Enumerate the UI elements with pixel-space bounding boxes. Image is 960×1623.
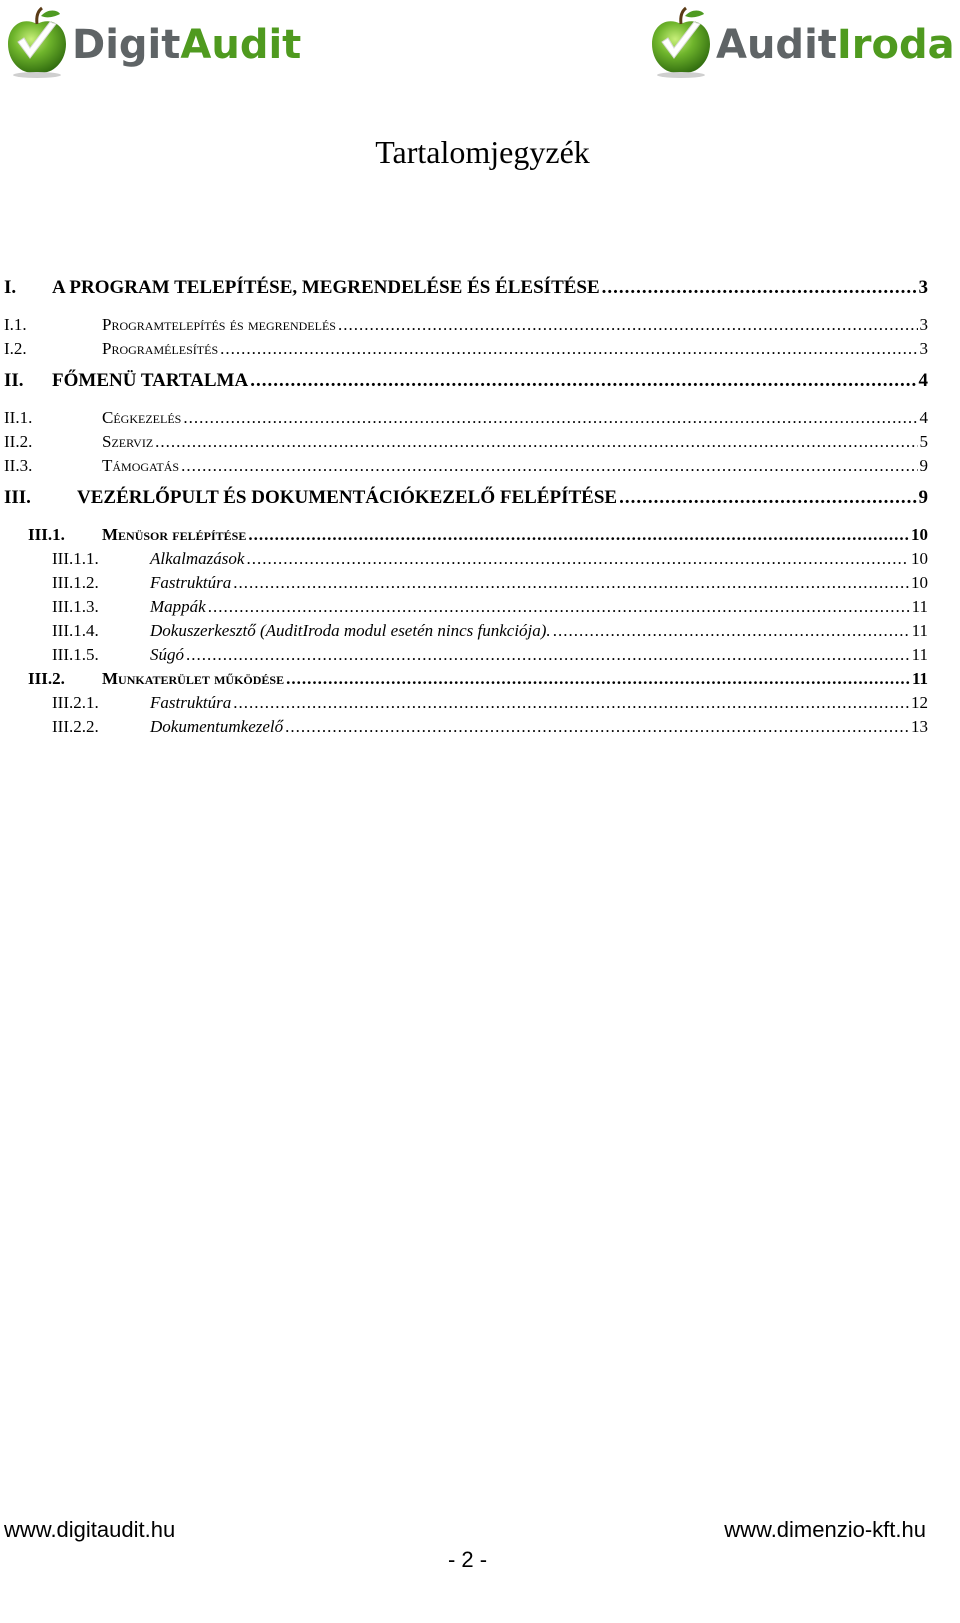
digitaudit-logo — [4, 4, 301, 80]
page-number: - 2 - — [447, 1547, 488, 1572]
toc-entry-number: III.1.3. — [52, 597, 99, 616]
dot-leader — [220, 339, 917, 359]
toc-entry-number: III.2.2. — [52, 717, 99, 736]
toc-entry[interactable] — [52, 693, 928, 713]
toc-entry[interactable] — [4, 370, 928, 392]
toc-entry[interactable] — [4, 277, 928, 299]
toc-entry[interactable] — [28, 669, 928, 689]
digitaudit-wordmark — [72, 22, 302, 68]
dot-leader — [183, 408, 917, 428]
dot-leader — [233, 693, 909, 713]
toc-entry-title: Programtelepítés és megrendelés — [102, 315, 336, 334]
toc-entry-number: II.3. — [4, 456, 33, 475]
dot-leader — [233, 573, 909, 593]
toc-entry-page: 9 — [918, 487, 928, 508]
toc-entry[interactable] — [52, 597, 928, 617]
toc-entry[interactable] — [4, 315, 928, 335]
toc-entry-page: 13 — [911, 717, 928, 736]
toc-entry-title: Dokuszerkesztő (AuditIroda modul esetén nincs funkciója). — [150, 621, 551, 640]
toc-entry-number: II.1. — [4, 408, 33, 427]
toc-entry-page: 10 — [911, 525, 928, 544]
toc-entry-number: I.2. — [4, 339, 27, 358]
page-title: Tartalomjegyzék — [375, 134, 590, 170]
logo-text-part: Audit — [716, 22, 837, 68]
toc-entry-number: II. — [4, 370, 24, 391]
toc-entry-title: Súgó — [150, 645, 184, 664]
toc-entry-title: Programélesítés — [102, 339, 219, 358]
toc-entry-page: 10 — [911, 573, 928, 592]
toc-entry-page: 11 — [911, 621, 928, 640]
toc-entry-title: Alkalmazások — [150, 549, 245, 568]
toc-entry-page: 4 — [919, 408, 928, 427]
toc-entry-title: Menüsor felépítése — [102, 525, 247, 544]
toc-entry-title: Fastruktúra — [150, 693, 232, 712]
logo-text-part: Iroda — [836, 22, 955, 68]
dot-leader — [286, 669, 910, 689]
toc-entry-number: III.2. — [28, 669, 65, 688]
toc-entry-number: III.1.4. — [52, 621, 99, 640]
dot-leader — [553, 621, 910, 641]
footer-link-digitaudit[interactable]: www.digitaudit.hu — [4, 1517, 176, 1542]
toc-entry-page: 3 — [919, 315, 928, 334]
dot-leader — [208, 597, 910, 617]
toc-entry[interactable] — [4, 487, 928, 509]
toc-entry[interactable] — [4, 456, 928, 476]
toc-entry-title: Mappák — [150, 597, 206, 616]
toc-entry-number: III.1.2. — [52, 573, 99, 592]
toc-entry[interactable] — [52, 573, 928, 593]
dot-leader — [338, 315, 918, 335]
auditiroda-logo — [648, 4, 955, 80]
dot-leader — [155, 432, 917, 452]
toc-entry-page: 10 — [911, 549, 928, 568]
toc-entry-title: Támogatás — [102, 456, 180, 475]
toc-entry-page: 5 — [919, 432, 928, 451]
logo-text-part: Digit — [72, 22, 181, 68]
dot-leader — [602, 277, 917, 299]
footer-link-dimenzio[interactable]: www.dimenzio-kft.hu — [724, 1517, 926, 1542]
toc-entry-page: 11 — [911, 645, 928, 664]
toc-entry[interactable] — [28, 525, 928, 545]
toc-entry-title: Szerviz — [102, 432, 154, 451]
apple-checkmark-icon — [4, 6, 70, 78]
toc-entry[interactable] — [52, 621, 928, 641]
toc-entry-number: III.2.1. — [52, 693, 99, 712]
toc-entry-title: Munkaterület működése — [102, 669, 285, 688]
toc-entry-page: 12 — [911, 693, 928, 712]
toc-entry-page: 3 — [919, 339, 928, 358]
toc-entry-page: 11 — [911, 669, 928, 688]
dot-leader — [186, 645, 910, 665]
toc-entry-page: 3 — [918, 277, 928, 298]
toc-entry-number: II.2. — [4, 432, 33, 451]
toc-entry-title: VEZÉRLŐPULT ÉS DOKUMENTÁCIÓKEZELŐ FELÉPÍTÉSE — [77, 487, 618, 508]
auditiroda-wordmark — [716, 22, 955, 68]
dot-leader — [285, 717, 909, 737]
toc-entry-number: I. — [4, 277, 17, 298]
toc-entry[interactable] — [4, 408, 928, 428]
logo-text-part: Audit — [180, 22, 302, 68]
apple-checkmark-icon — [648, 6, 714, 78]
toc-entry[interactable] — [4, 432, 928, 452]
dot-leader — [250, 370, 916, 392]
toc-entry-title: Fastruktúra — [150, 573, 232, 592]
toc-entry-number: III.1.1. — [52, 549, 99, 568]
toc-entry[interactable] — [4, 339, 928, 359]
toc-entry-page: 11 — [911, 597, 928, 616]
toc-entry-title: FŐMENÜ TARTALMA — [52, 370, 249, 391]
dot-leader — [248, 525, 909, 545]
toc-entry[interactable] — [52, 717, 928, 737]
toc-entry-title: A PROGRAM TELEPÍTÉSE, MEGRENDELÉSE ÉS ÉLESÍTÉSE — [52, 277, 600, 298]
dot-leader — [181, 456, 917, 476]
toc-entry[interactable] — [52, 645, 928, 665]
dot-leader — [619, 487, 916, 509]
toc-entry-title: Cégkezelés — [102, 408, 182, 427]
dot-leader — [246, 549, 909, 569]
toc-entry[interactable] — [52, 549, 928, 569]
toc-entry-page: 9 — [919, 456, 928, 475]
toc-entry-title: Dokumentumkezelő — [150, 717, 284, 736]
toc-entry-number: III.1. — [28, 525, 65, 544]
toc-entry-page: 4 — [918, 370, 928, 391]
toc-entry-number: III. — [4, 487, 31, 508]
toc-entry-number: I.1. — [4, 315, 27, 334]
toc-entry-number: III.1.5. — [52, 645, 99, 664]
